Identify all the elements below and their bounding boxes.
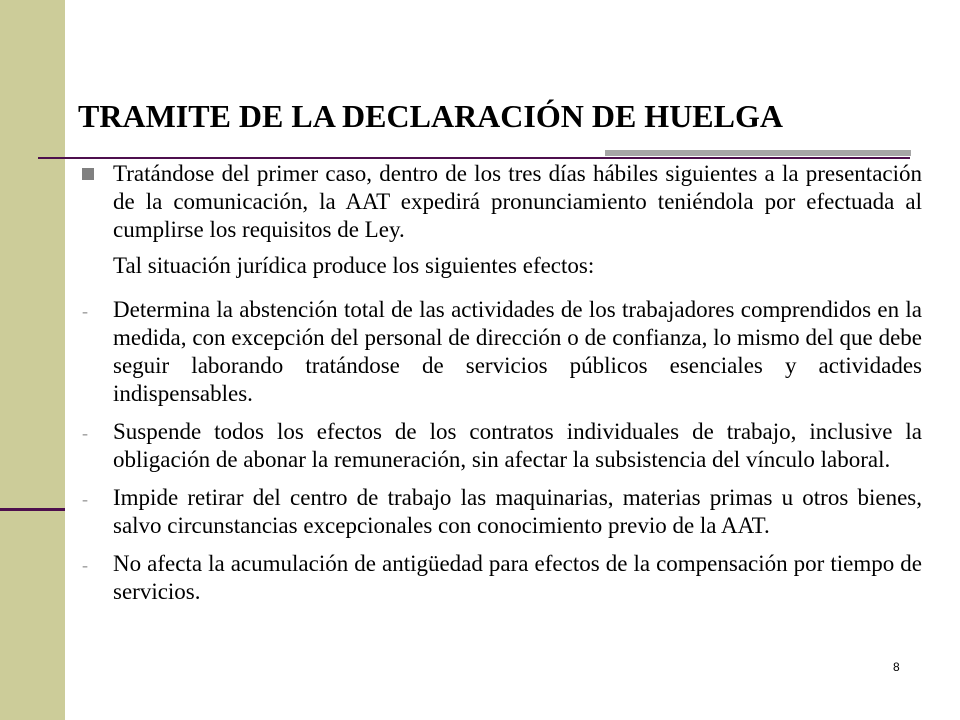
page-number: 8 bbox=[893, 660, 900, 674]
effect-text: Impide retirar del centro de trabajo las maquinarias, materias primas u otros bienes, salvo circunstancias excepcionales con conocimiento previo de la AAT. bbox=[113, 485, 922, 538]
intro-bullet-text: Tratándose del primer caso, dentro de los tres días hábiles siguientes a la presentación de la comunicación, la AAT expedirá pronunciamiento teniéndola por efectuada al cumplirse los requisitos de Ley. bbox=[113, 161, 922, 242]
band-divider bbox=[0, 508, 65, 511]
intro-bullet-item bbox=[82, 160, 922, 244]
title-underline bbox=[38, 157, 910, 159]
effect-item bbox=[82, 418, 922, 474]
dash-bullet-icon: - bbox=[82, 423, 88, 443]
effect-text: No afecta la acumulación de antigüedad para efectos de la compensación por tiempo de servicios. bbox=[113, 551, 922, 604]
dash-bullet-icon: - bbox=[82, 301, 88, 321]
slide-body bbox=[82, 160, 922, 606]
effect-item bbox=[82, 550, 922, 606]
title-accent-bar bbox=[605, 150, 911, 156]
dash-bullet-icon: - bbox=[82, 555, 88, 575]
effect-item bbox=[82, 296, 922, 408]
effect-item bbox=[82, 484, 922, 540]
effects-intro: Tal situación jurídica produce los siguientes efectos: bbox=[113, 253, 595, 278]
slide-title: TRAMITE DE LA DECLARACIÓN DE HUELGA bbox=[78, 98, 783, 134]
left-decorative-band bbox=[0, 0, 65, 720]
dash-bullet-icon: - bbox=[82, 489, 88, 509]
square-bullet-icon bbox=[82, 168, 94, 180]
effect-text: Determina la abstención total de las actividades de los trabajadores comprendidos en la medida, con excepción del personal de dirección o de confianza, lo mismo del que debe seguir laborando tratándose de servicios públicos esenciales y actividades indispensables. bbox=[113, 297, 922, 406]
effect-text: Suspende todos los efectos de los contratos individuales de trabajo, inclusive la obligación de abonar la remuneración, sin afectar la subsistencia del vínculo laboral. bbox=[113, 419, 922, 472]
